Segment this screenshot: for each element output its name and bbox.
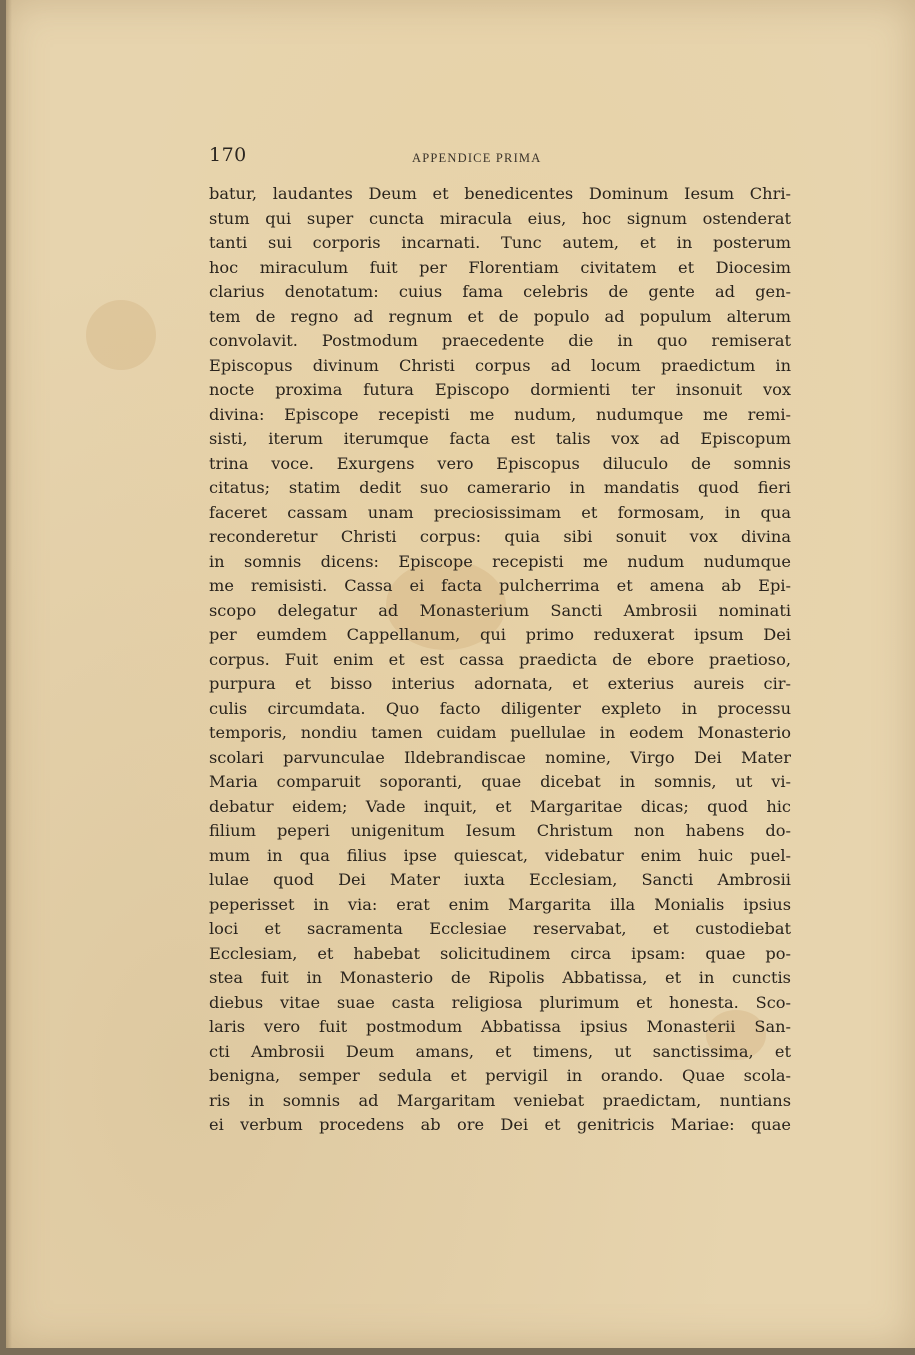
text-line: Ecclesiam, et habebat solicitudinem circa ipsam: quae po- bbox=[209, 943, 791, 963]
text-line: ris in somnis ad Margaritam veniebat praedictam, nuntians bbox=[209, 1090, 791, 1110]
text-line: lulae quod Dei Mater iuxta Ecclesiam, Sancti Ambrosii bbox=[209, 870, 791, 889]
text-line: temporis, nondiu tamen cuidam puellulae in eodem Monasterio bbox=[209, 723, 791, 742]
text-line: per eumdem Cappellanum, qui primo reduxerat ipsum Dei bbox=[209, 625, 791, 644]
text-line: loci et sacramenta Ecclesiae reservabat, et custodiebat bbox=[209, 919, 791, 938]
text-line: laris vero fuit postmodum Abbatissa ipsius Monasterii San- bbox=[209, 1017, 791, 1036]
text-line: purpura et bisso interius adornata, et exterius aureis cir- bbox=[209, 674, 791, 693]
text-line: reconderetur Christi corpus: quia sibi sonuit vox divina bbox=[209, 527, 791, 546]
text-line: mum in qua filius ipse quiescat, videbatur enim huic puel- bbox=[209, 845, 791, 865]
text-line: ei verbum procedens ab ore Dei et genitricis Mariae: quae bbox=[209, 1115, 791, 1134]
text-line: diebus vitae suae casta religiosa plurimum et honesta. Sco- bbox=[209, 992, 791, 1012]
text-line: scolari parvunculae Ildebrandiscae nomine, Virgo Dei Mater bbox=[209, 747, 791, 767]
text-line: sisti, iterum iterumque facta est talis vox ad Episcopum bbox=[209, 429, 791, 448]
text-line: divina: Episcope recepisti me nudum, nudumque me remi- bbox=[209, 404, 791, 424]
text-line: tem de regno ad regnum et de populo ad populum alterum bbox=[209, 306, 791, 326]
running-head: APPENDICE PRIMA bbox=[412, 151, 542, 165]
text-line: culis circumdata. Quo facto diligenter expleto in processu bbox=[209, 698, 791, 718]
text-line: benigna, semper sedula et pervigil in orando. Quae scola- bbox=[209, 1066, 791, 1085]
page-header bbox=[209, 144, 780, 170]
text-line: cti Ambrosii Deum amans, et timens, ut sanctissima, et bbox=[209, 1041, 791, 1061]
text-line: batur, laudantes Deum et benedicentes Dominum Iesum Chri- bbox=[209, 184, 791, 203]
text-line: stum qui super cuncta miracula eius, hoc signum ostenderat bbox=[209, 208, 791, 228]
text-line: debatur eidem; Vade inquit, et Margaritae dicas; quod hic bbox=[209, 796, 791, 816]
text-line: stea fuit in Monasterio de Ripolis Abbatissa, et in cunctis bbox=[209, 968, 791, 987]
text-line: tanti sui corporis incarnati. Tunc autem, et in posterum bbox=[209, 233, 791, 252]
text-line: convolavit. Postmodum praecedente die in quo remiserat bbox=[209, 331, 791, 350]
text-line: hoc miraculum fuit per Florentiam civitatem et Diocesim bbox=[209, 257, 791, 277]
text-line: scopo delegatur ad Monasterium Sancti Ambrosii nominati bbox=[209, 600, 791, 620]
text-line: citatus; statim dedit suo camerario in mandatis quod fieri bbox=[209, 478, 791, 497]
text-line: corpus. Fuit enim et est cassa praedicta de ebore praetioso, bbox=[209, 649, 791, 669]
text-line: peperisset in via: erat enim Margarita illa Monialis ipsius bbox=[209, 894, 791, 914]
text-line: filium peperi unigenitum Iesum Christum non habens do- bbox=[209, 821, 791, 840]
text-line: in somnis dicens: Episcope recepisti me nudum nudumque bbox=[209, 551, 791, 571]
body-text bbox=[209, 182, 791, 1138]
text-line: clarius denotatum: cuius fama celebris de gente ad gen- bbox=[209, 282, 791, 301]
text-line: Maria comparuit soporanti, quae dicebat in somnis, ut vi- bbox=[209, 772, 791, 791]
text-line: nocte proxima futura Episcopo dormienti ter insonuit vox bbox=[209, 380, 791, 399]
text-line: faceret cassam unam preciosissimam et formosam, in qua bbox=[209, 502, 791, 522]
text-line: me remisisti. Cassa ei facta pulcherrima et amena ab Epi- bbox=[209, 576, 791, 595]
text-line: trina voce. Exurgens vero Episcopus diluculo de somnis bbox=[209, 453, 791, 473]
page-number: 170 bbox=[209, 144, 247, 166]
paper-stain bbox=[86, 300, 156, 370]
text-line: Episcopus divinum Christi corpus ad locum praedictum in bbox=[209, 355, 791, 375]
